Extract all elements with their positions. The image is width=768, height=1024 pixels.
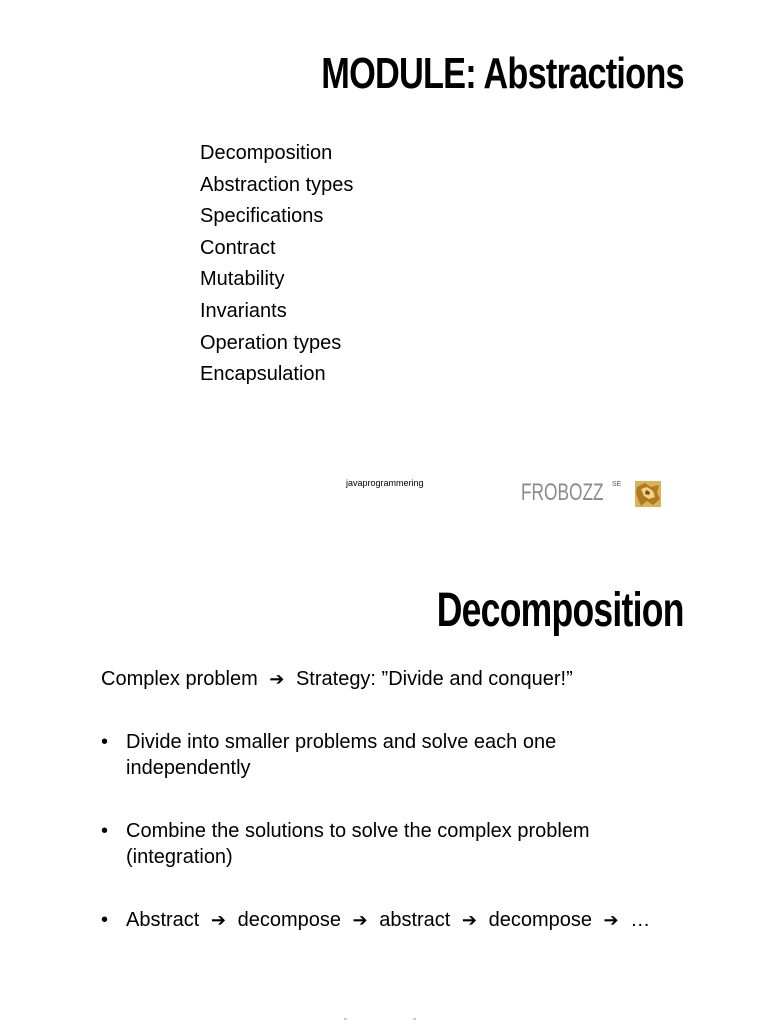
topic-item: Invariants bbox=[200, 299, 287, 322]
strategy-line bbox=[101, 666, 573, 692]
bullet-icon: • bbox=[101, 731, 109, 753]
bullet-icon: • bbox=[101, 909, 109, 931]
bullet-item bbox=[101, 907, 661, 933]
page-fold-mark bbox=[344, 1017, 416, 1021]
bullet-item bbox=[101, 818, 661, 870]
arrow-right-icon: ➔ bbox=[603, 910, 619, 930]
topic-item: Contract bbox=[200, 236, 276, 259]
topic-item: Decomposition bbox=[200, 142, 333, 164]
bullet-item bbox=[101, 729, 661, 781]
frobozz-logo bbox=[521, 478, 661, 508]
topic-list bbox=[200, 138, 353, 391]
arrow-right-icon: ➔ bbox=[269, 669, 285, 689]
bullet-text: Combine the solutions to solve the complex problem (integration) bbox=[126, 820, 590, 868]
chain-step: decompose bbox=[237, 909, 341, 931]
chain-step: abstract bbox=[379, 909, 451, 931]
topic-item: Encapsulation bbox=[200, 363, 326, 386]
chain-step: Abstract bbox=[126, 909, 200, 931]
topic-item: Operation types bbox=[200, 331, 342, 354]
chain-step: … bbox=[630, 909, 651, 931]
slide-title: Decomposition bbox=[437, 584, 684, 637]
strategy-left: Complex problem bbox=[101, 668, 258, 690]
logo-text: FROBOZZ bbox=[521, 479, 604, 506]
topic-item: Abstraction types bbox=[200, 173, 354, 196]
chain-text bbox=[126, 907, 661, 933]
logo-superscript: SE bbox=[612, 481, 622, 488]
strategy-right: Strategy: ”Divide and conquer!” bbox=[295, 668, 573, 690]
bullet-text: Divide into smaller problems and solve each one independently bbox=[126, 731, 557, 779]
footer-label: javaprogrammering bbox=[346, 478, 424, 488]
slide-title: MODULE: Abstractions bbox=[321, 49, 684, 98]
bullet-icon: • bbox=[101, 820, 109, 842]
frobozz-logo-mark-icon bbox=[635, 481, 661, 507]
arrow-right-icon: ➔ bbox=[352, 910, 368, 930]
topic-item: Specifications bbox=[200, 205, 324, 228]
chain-step: decompose bbox=[488, 909, 592, 931]
arrow-right-icon: ➔ bbox=[210, 910, 227, 930]
arrow-right-icon: ➔ bbox=[461, 910, 478, 930]
topic-item: Mutability bbox=[200, 268, 285, 291]
